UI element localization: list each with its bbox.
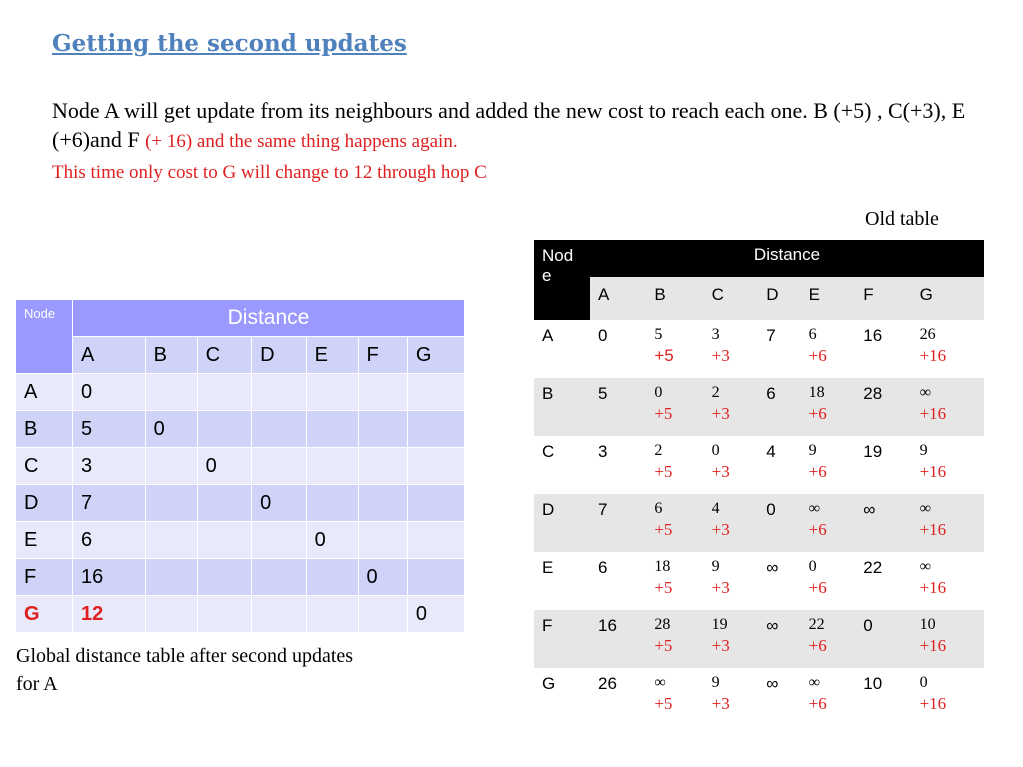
table-row <box>534 668 984 726</box>
cell-added-cost: +6 <box>808 462 827 481</box>
cell-added-cost: +16 <box>919 578 947 597</box>
table-cell <box>758 436 800 494</box>
cell-value: 6 <box>598 558 608 577</box>
table-cell <box>252 374 307 411</box>
column-header-b: B <box>145 337 197 374</box>
cell-added-cost: +16 <box>919 636 947 655</box>
column-header-g: G <box>407 337 464 374</box>
table-cell <box>646 320 703 378</box>
cell-value: 9 <box>808 442 817 459</box>
table-cell <box>306 374 358 411</box>
row-header-g: G <box>16 596 73 633</box>
table-cell <box>306 559 358 596</box>
old-table-caption: Old table <box>865 208 939 230</box>
table-cell <box>358 485 407 522</box>
old-distance-table <box>534 240 984 726</box>
cell-value: 18 <box>654 558 671 575</box>
old-column-header-b: B <box>646 277 703 320</box>
cell-value: 28 <box>863 384 883 403</box>
table-row <box>16 448 465 485</box>
cell-value: 22 <box>808 616 825 633</box>
table-cell <box>912 378 984 436</box>
cell-value: ∞ <box>808 500 821 517</box>
table-cell <box>801 552 856 610</box>
table-cell <box>306 485 358 522</box>
column-header-c: C <box>197 337 252 374</box>
cell-value: 2 <box>654 442 663 459</box>
table-cell <box>358 374 407 411</box>
row-header-b: B <box>16 411 73 448</box>
cell-value: 10 <box>919 616 936 633</box>
table-cell <box>912 610 984 668</box>
table-cell <box>646 378 703 436</box>
table-cell <box>704 378 759 436</box>
table-cell <box>855 552 911 610</box>
old-row-header-c: C <box>534 436 590 494</box>
table-cell <box>197 485 252 522</box>
table-cell <box>646 610 703 668</box>
table-cell <box>145 522 197 559</box>
table-cell <box>801 378 856 436</box>
old-row-header-e: E <box>534 552 590 610</box>
cell-value: ∞ <box>654 674 666 691</box>
table-cell: 5 <box>73 411 146 448</box>
table-row <box>16 596 465 633</box>
table-cell <box>145 485 197 522</box>
table-cell: 0 <box>73 374 146 411</box>
table-cell <box>358 522 407 559</box>
old-row-header-b: B <box>534 378 590 436</box>
table-cell <box>704 552 759 610</box>
cell-value: ∞ <box>863 500 876 519</box>
table-cell: 7 <box>73 485 146 522</box>
table-cell <box>704 320 759 378</box>
table-cell <box>252 448 307 485</box>
table-cell: 12 <box>73 596 146 633</box>
old-node-header: Nod e <box>534 240 590 320</box>
cell-added-cost: +3 <box>711 404 730 423</box>
old-row-header-a: A <box>534 320 590 378</box>
table-cell: 6 <box>73 522 146 559</box>
table-cell <box>912 494 984 552</box>
explanation-line-2: This time only cost to G will change to 12 through hop C <box>52 162 487 183</box>
table-cell <box>646 436 703 494</box>
slide-title: Getting the second updates <box>52 30 407 57</box>
cell-added-cost: +6 <box>808 694 827 713</box>
table-cell <box>758 668 800 726</box>
cell-value: 0 <box>919 674 928 691</box>
table-cell <box>646 494 703 552</box>
table-cell <box>855 436 911 494</box>
table-row <box>534 378 984 436</box>
table-cell: 0 <box>407 596 464 633</box>
old-column-header-g: G <box>912 277 984 320</box>
cell-value: 0 <box>711 442 720 459</box>
table-cell: 0 <box>197 448 252 485</box>
cell-value: 26 <box>598 674 617 693</box>
cell-value: ∞ <box>919 500 931 517</box>
old-column-header-c: C <box>704 277 759 320</box>
table-cell <box>197 596 252 633</box>
row-header-c: C <box>16 448 73 485</box>
cell-value: 0 <box>598 326 608 345</box>
cell-added-cost: +5 <box>654 346 674 365</box>
table-cell <box>407 485 464 522</box>
cell-added-cost: +3 <box>711 520 730 539</box>
table-cell <box>801 668 856 726</box>
cell-added-cost: +5 <box>654 636 673 655</box>
row-header-d: D <box>16 485 73 522</box>
cell-value: ∞ <box>808 674 821 691</box>
table-cell <box>407 374 464 411</box>
cell-value: 6 <box>654 500 663 517</box>
table-cell <box>407 448 464 485</box>
cell-added-cost: +5 <box>654 462 673 481</box>
table-cell <box>358 596 407 633</box>
table-cell <box>758 378 800 436</box>
table-row <box>16 411 465 448</box>
table-cell <box>252 559 307 596</box>
table-cell <box>407 559 464 596</box>
table-cell <box>912 320 984 378</box>
table-cell <box>704 610 759 668</box>
table-cell: 0 <box>306 522 358 559</box>
table-cell <box>145 374 197 411</box>
row-header-a: A <box>16 374 73 411</box>
table-row <box>16 485 465 522</box>
distance-header: Distance <box>73 300 465 337</box>
table-cell <box>758 320 800 378</box>
cell-value: 2 <box>711 384 720 401</box>
table-cell <box>590 610 646 668</box>
cell-added-cost: +16 <box>919 346 947 365</box>
table-cell <box>197 559 252 596</box>
table-cell <box>855 320 911 378</box>
table-row <box>534 494 984 552</box>
table-cell <box>912 668 984 726</box>
old-column-header-d: D <box>758 277 800 320</box>
cell-added-cost: +5 <box>654 520 673 539</box>
global-table-caption: Global distance table after second updates for A <box>16 645 354 695</box>
old-column-header-f: F <box>855 277 911 320</box>
cell-added-cost: +16 <box>919 404 947 423</box>
table-row <box>16 374 465 411</box>
table-cell <box>801 494 856 552</box>
table-row <box>16 522 465 559</box>
cell-value: 19 <box>711 616 728 633</box>
column-header-a: A <box>73 337 146 374</box>
cell-added-cost: +3 <box>711 346 730 365</box>
cell-value: 16 <box>863 326 883 345</box>
table-cell <box>407 411 464 448</box>
old-column-header-a: A <box>590 277 646 320</box>
table-cell <box>801 320 856 378</box>
explanation-paragraph <box>52 96 972 187</box>
cell-value: 3 <box>598 442 608 461</box>
cell-added-cost: +6 <box>808 578 827 597</box>
table-cell <box>358 448 407 485</box>
cell-added-cost: +16 <box>919 462 947 481</box>
cell-value: 18 <box>808 384 825 401</box>
table-row <box>534 320 984 378</box>
table-cell <box>306 448 358 485</box>
cell-value: 26 <box>919 326 936 343</box>
table-cell <box>145 559 197 596</box>
explanation-line-1: Node A will get update from its neighbours and added the new cost to reach each one. B (+5) , C(+3), E (+6)and F <box>52 98 966 152</box>
table-cell: 0 <box>252 485 307 522</box>
cell-value: 16 <box>598 616 617 635</box>
node-header: Node <box>16 300 73 374</box>
cell-value: 6 <box>766 384 776 403</box>
table-cell <box>590 436 646 494</box>
table-cell <box>590 494 646 552</box>
table-cell <box>590 378 646 436</box>
cell-value: 7 <box>766 326 776 345</box>
table-cell <box>590 320 646 378</box>
column-header-f: F <box>358 337 407 374</box>
cell-value: 3 <box>711 326 720 343</box>
table-cell <box>590 552 646 610</box>
cell-added-cost: +16 <box>919 694 947 713</box>
table-cell <box>197 522 252 559</box>
table-cell <box>855 494 911 552</box>
table-cell <box>912 552 984 610</box>
table-cell <box>145 448 197 485</box>
cell-added-cost: +5 <box>654 404 673 423</box>
cell-added-cost: +6 <box>808 636 827 655</box>
old-row-header-f: F <box>534 610 590 668</box>
cell-value: ∞ <box>766 616 779 635</box>
old-column-header-e: E <box>801 277 856 320</box>
table-cell <box>855 378 911 436</box>
cell-value: ∞ <box>766 558 779 577</box>
table-cell <box>306 596 358 633</box>
cell-value: 7 <box>598 500 608 519</box>
table-cell <box>252 411 307 448</box>
cell-value: 10 <box>863 674 883 693</box>
table-cell <box>646 552 703 610</box>
table-cell <box>306 411 358 448</box>
table-cell <box>407 522 464 559</box>
cell-added-cost: +3 <box>711 636 730 655</box>
cell-value: 0 <box>654 384 663 401</box>
table-cell: 0 <box>358 559 407 596</box>
cell-added-cost: +6 <box>808 520 827 539</box>
table-cell <box>758 494 800 552</box>
table-row <box>16 559 465 596</box>
table-cell <box>855 610 911 668</box>
cell-value: 5 <box>598 384 608 403</box>
table-cell <box>758 610 800 668</box>
cell-value: 9 <box>711 558 720 575</box>
table-cell <box>145 596 197 633</box>
cell-value: ∞ <box>919 384 931 401</box>
table-cell <box>252 596 307 633</box>
cell-value: 22 <box>863 558 883 577</box>
cell-value: ∞ <box>766 674 779 693</box>
cell-added-cost: +5 <box>654 578 673 597</box>
cell-value: 19 <box>863 442 883 461</box>
table-cell <box>646 668 703 726</box>
cell-added-cost: +3 <box>711 462 730 481</box>
cell-value: 0 <box>863 616 873 635</box>
cell-added-cost: +5 <box>654 694 673 713</box>
table-row <box>534 610 984 668</box>
cell-value: 4 <box>711 500 720 517</box>
column-header-e: E <box>306 337 358 374</box>
cell-added-cost: +3 <box>711 694 730 713</box>
table-cell: 0 <box>145 411 197 448</box>
row-header-e: E <box>16 522 73 559</box>
table-cell <box>855 668 911 726</box>
cell-value: 9 <box>711 674 720 691</box>
row-header-f: F <box>16 559 73 596</box>
cell-value: 5 <box>654 326 663 343</box>
cell-value: 0 <box>766 500 776 519</box>
table-cell <box>358 411 407 448</box>
table-cell <box>704 494 759 552</box>
old-row-header-d: D <box>534 494 590 552</box>
table-cell <box>704 668 759 726</box>
cell-added-cost: +16 <box>919 520 947 539</box>
table-cell <box>801 610 856 668</box>
global-distance-table <box>15 299 465 633</box>
table-cell <box>252 522 307 559</box>
table-row <box>534 436 984 494</box>
table-cell: 3 <box>73 448 146 485</box>
table-cell <box>197 411 252 448</box>
table-cell <box>197 374 252 411</box>
old-row-header-g: G <box>534 668 590 726</box>
column-header-d: D <box>252 337 307 374</box>
cell-value: 9 <box>919 442 928 459</box>
cell-value: 0 <box>808 558 817 575</box>
cell-added-cost: +3 <box>711 578 730 597</box>
table-cell <box>758 552 800 610</box>
table-cell <box>801 436 856 494</box>
table-cell <box>590 668 646 726</box>
explanation-line-1-red: (+ 16) and the same thing happens again. <box>145 131 458 152</box>
old-distance-header: Distance <box>590 240 984 277</box>
table-cell <box>912 436 984 494</box>
table-cell <box>704 436 759 494</box>
cell-added-cost: +6 <box>808 346 827 365</box>
cell-value: 6 <box>808 326 817 343</box>
cell-added-cost: +6 <box>808 404 827 423</box>
cell-value: 4 <box>766 442 776 461</box>
cell-value: 28 <box>654 616 671 633</box>
table-cell: 16 <box>73 559 146 596</box>
table-row <box>534 552 984 610</box>
cell-value: ∞ <box>919 558 931 575</box>
